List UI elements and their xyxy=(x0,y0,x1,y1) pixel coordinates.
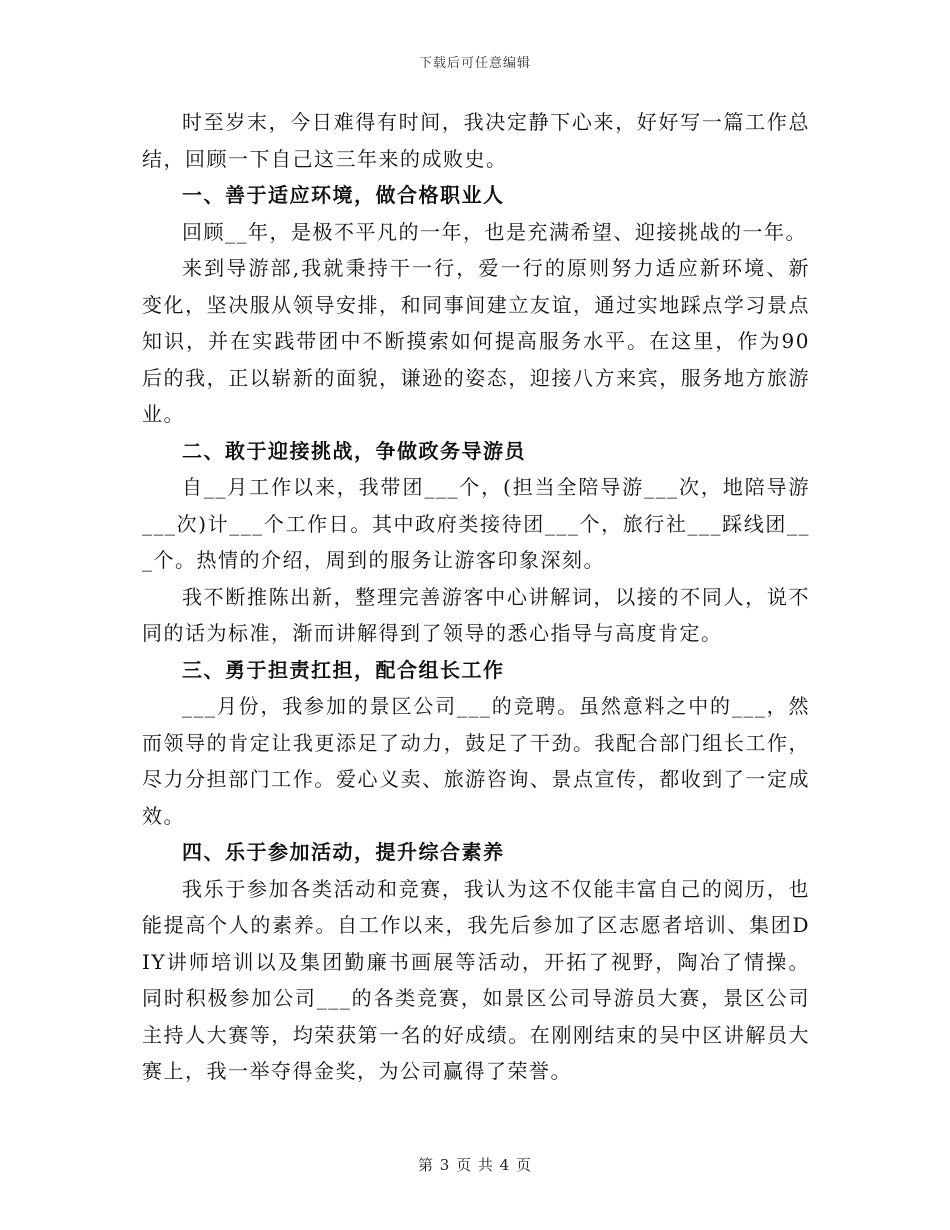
section-1-paragraph-1: 回顾__年，是极不平凡的一年，也是充满希望、迎接挑战的一年。 xyxy=(182,219,807,244)
section-2-paragraph-2: 我不断推陈出新，整理完善游客中心讲解词，以接的不同人，说不同的话为标准，渐而讲解得到了领导的悉心指导与高度肯定。 xyxy=(142,584,810,645)
section-4-heading: 四、乐于参加活动，提升综合素养 xyxy=(182,840,505,864)
page-number: 第 3 页 共 4 页 xyxy=(418,1156,532,1174)
section-3-paragraph-1: ___月份，我参加的景区公司___的竞聘。虽然意料之中的___，然而领导的肯定让我更添足了动力，鼓足了干劲。我配合部门组长工作，尽力分担部门工作。爱心义卖、旅游咨询、景点宣传，都收到了一定成效。 xyxy=(142,694,810,828)
section-4-paragraph-1: 我乐于参加各类活动和竞赛，我认为这不仅能丰富自己的阅历，也能提高个人的素养。自工作以来，我先后参加了区志愿者培训、集团DIY讲师培训以及集团勤廉书画展等活动，开拓了视野，陶冶了情操。同时积极参加公司___的各类竞赛，如景区公司导游员大赛，景区公司主持人大赛等，均荣获第一名的好成绩。在刚刚结束的吴中区讲解员大赛上，我一举夺得金奖，为公司赢得了荣誉。 xyxy=(142,876,810,1083)
intro-paragraph: 时至岁末，今日难得有时间，我决定静下心来，好好写一篇工作总结，回顾一下自己这三年来的成败史。 xyxy=(142,110,810,171)
section-2-heading: 二、敢于迎接挑战，争做政务导游员 xyxy=(182,438,526,463)
header-note: 下载后可任意编辑 xyxy=(418,56,531,71)
section-2-paragraph-1: 自__月工作以来，我带团___个，(担当全陪导游___次，地陪导游___次)计___个工作日。其中政府类接待团___个，旅行社___踩线团___个。热情的介绍，周到的服务让游客印象深刻。 xyxy=(142,475,810,572)
document-body xyxy=(142,104,810,1090)
section-1-paragraph-2: 来到导游部,我就秉持干一行，爱一行的原则努力适应新环境、新变化，坚决服从领导安排，和同事间建立友谊，通过实地踩点学习景点知识，并在实践带团中不断摸索如何提高服务水平。在这里，作为90后的我，正以崭新的面貌，谦逊的姿态，迎接八方来宾，服务地方旅游业。 xyxy=(142,256,810,426)
section-1-heading: 一、善于适应环境，做合格职业人 xyxy=(182,183,505,207)
section-3-heading: 三、勇于担责扛担，配合组长工作 xyxy=(182,657,505,682)
